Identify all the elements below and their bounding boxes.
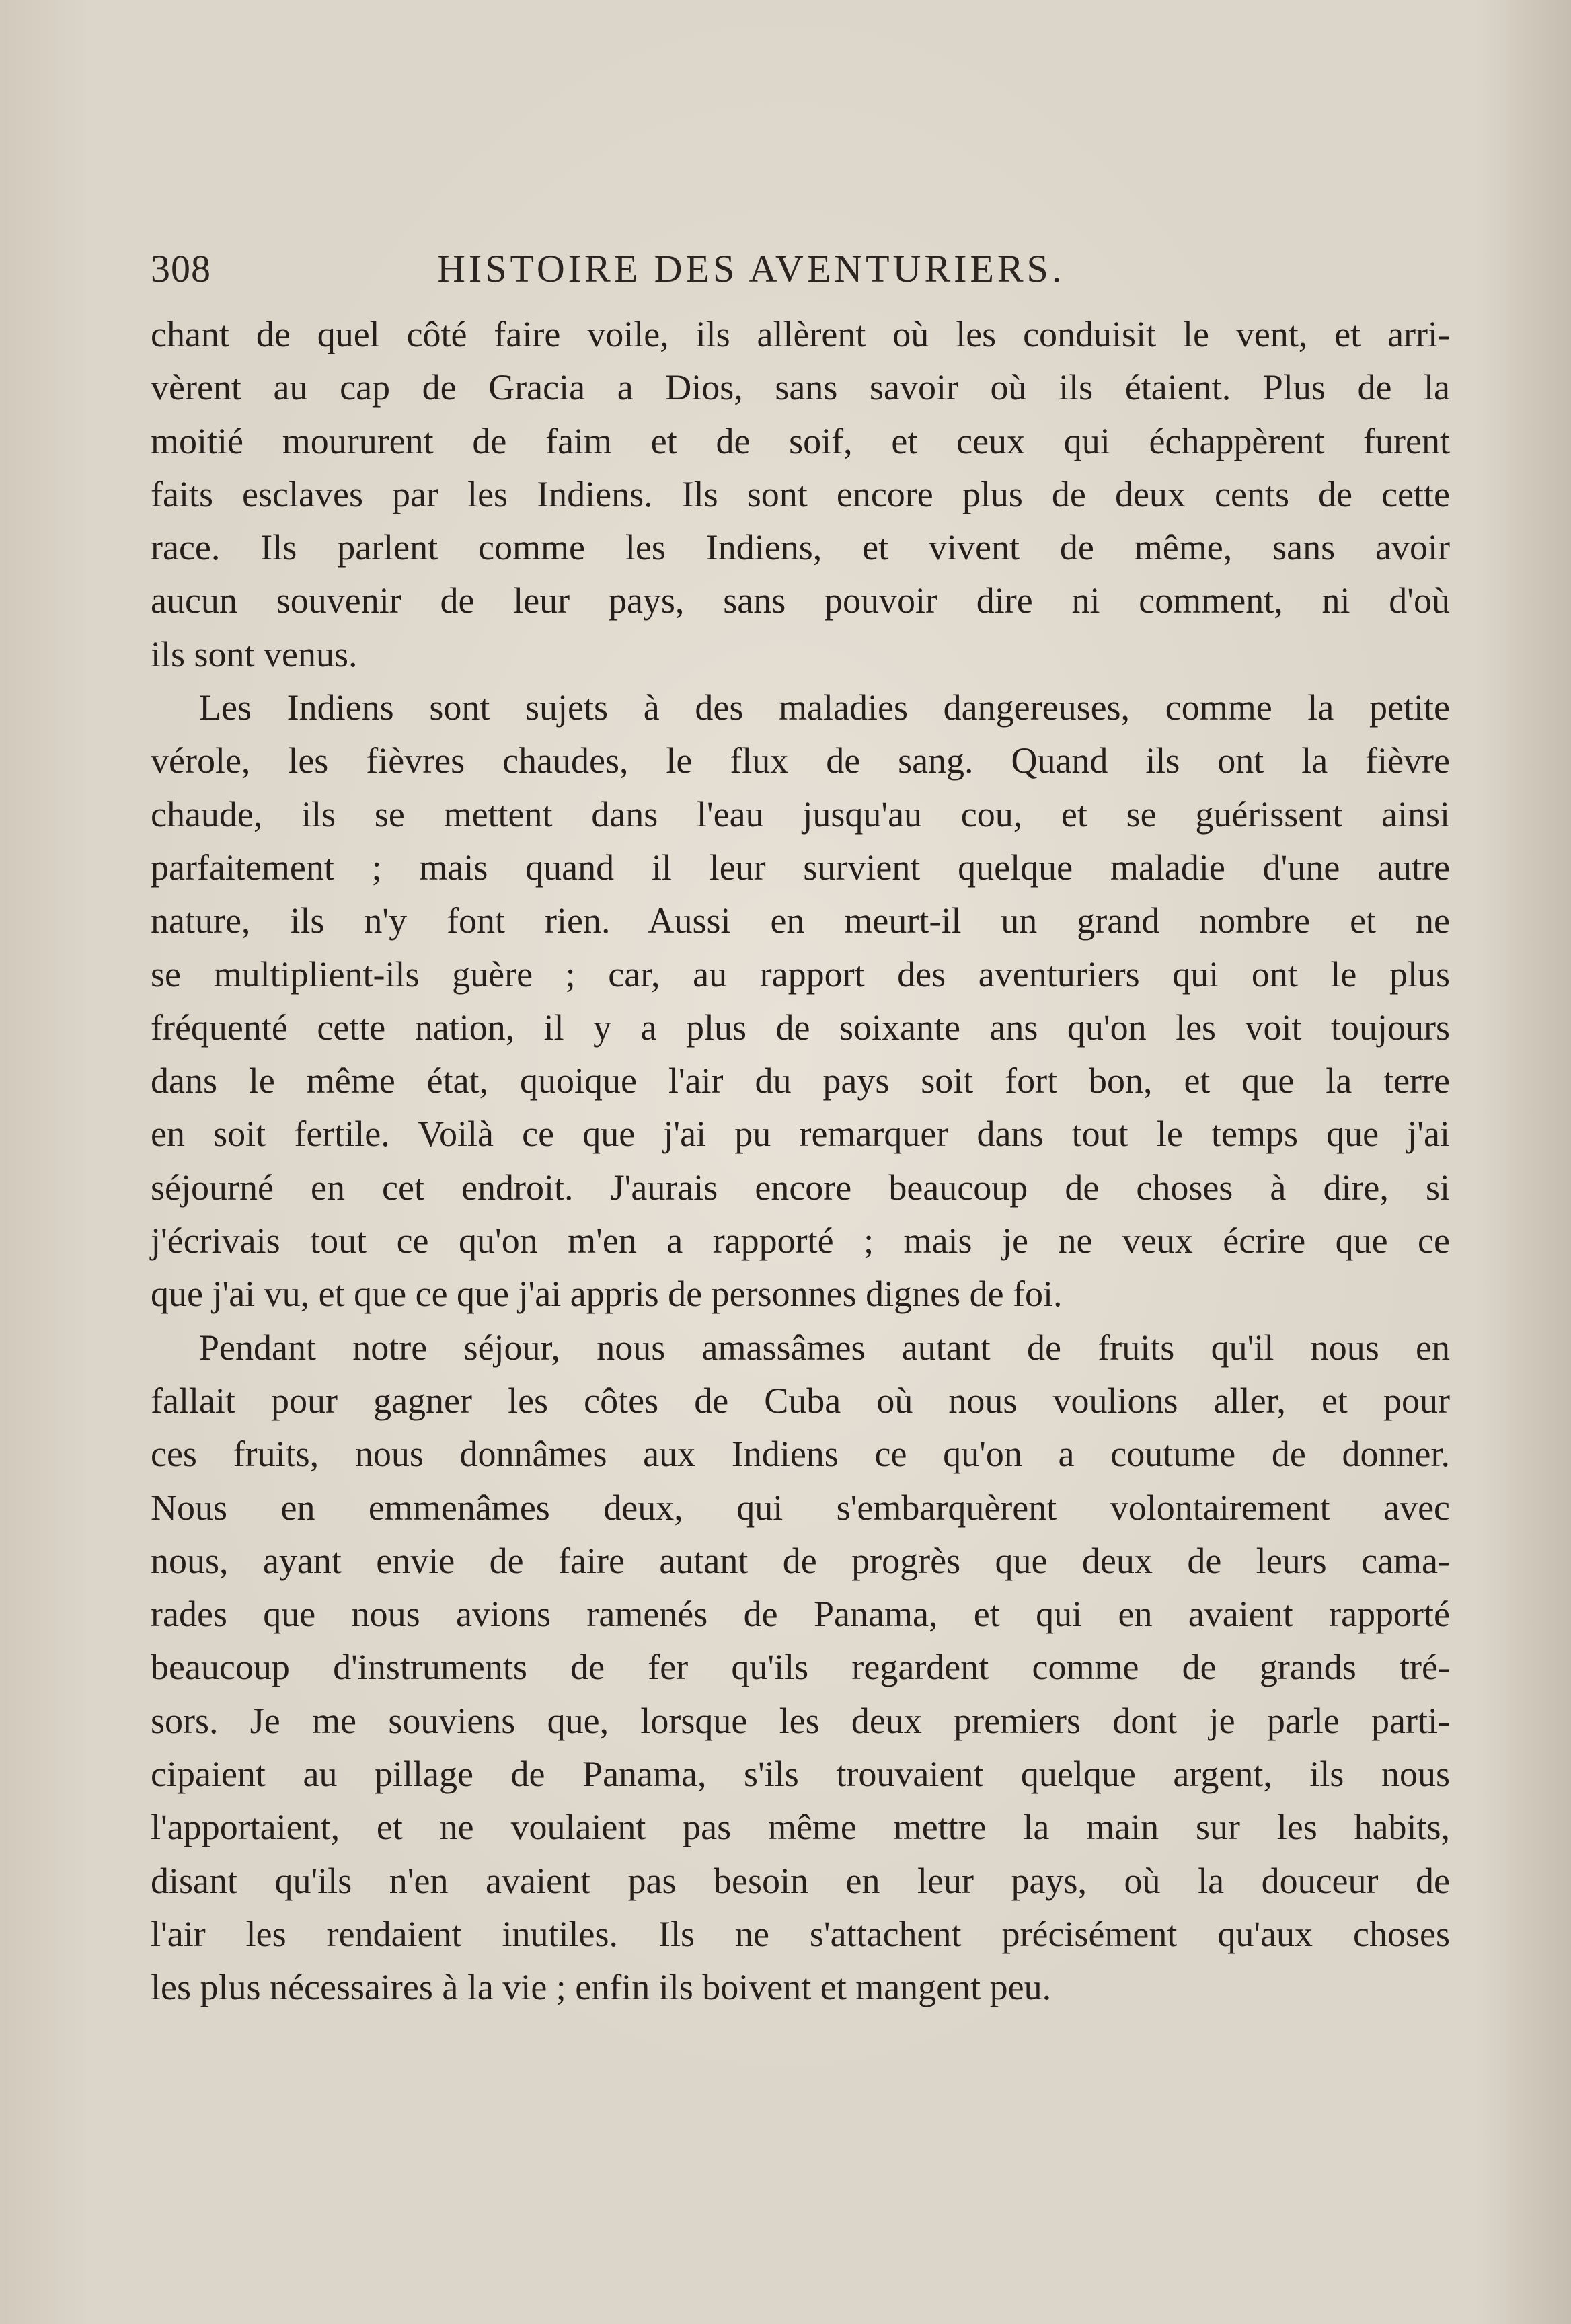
paragraph-3 xyxy=(151,1321,1450,2015)
text-line: disant qu'ils n'en avaient pas besoin en leur pays, où la douceur de xyxy=(151,1860,1450,1901)
text-line: Les Indiens sont sujets à des maladies dangereuses, comme la petite xyxy=(199,687,1450,728)
text-line: se multiplient-ils guère ; car, au rapport des aventuriers qui ont le plus xyxy=(151,954,1450,995)
text-line: vérole, les fièvres chaudes, le flux de sang. Quand ils ont la fièvre xyxy=(151,740,1450,781)
paragraph-1 xyxy=(151,308,1450,681)
text-line: chaude, ils se mettent dans l'eau jusqu'au cou, et se guérissent ainsi xyxy=(151,793,1450,835)
text-line: vèrent au cap de Gracia a Dios, sans savoir où ils étaient. Plus de la xyxy=(151,367,1450,408)
text-line: faits esclaves par les Indiens. Ils sont encore plus de deux cents de cette xyxy=(151,473,1450,514)
text-line: ces fruits, nous donnâmes aux Indiens ce qu'on a coutume de donner. xyxy=(151,1434,1450,1475)
text-line: sors. Je me souviens que, lorsque les deux premiers dont je parle parti- xyxy=(151,1700,1450,1741)
text-line: fréquenté cette nation, il y a plus de soixante ans qu'on les voit toujours xyxy=(151,1007,1450,1048)
text-line: les plus nécessaires à la vie ; enfin ils boivent et mangent peu. xyxy=(151,1967,1052,2008)
page-number: 308 xyxy=(151,247,211,290)
text-line: nous, ayant envie de faire autant de progrès que deux de leurs cama- xyxy=(151,1540,1450,1581)
text-line: que j'ai vu, et que ce que j'ai appris de personnes dignes de foi. xyxy=(151,1274,1063,1315)
text-line: rades que nous avions ramenés de Panama, et qui en avaient rapporté xyxy=(151,1594,1450,1635)
text-line: Pendant notre séjour, nous amassâmes autant de fruits qu'il nous en xyxy=(199,1327,1450,1368)
text-line: parfaitement ; mais quand il leur survient quelque maladie d'une autre xyxy=(151,847,1450,888)
text-line: dans le même état, quoique l'air du pays soit fort bon, et que la terre xyxy=(151,1060,1450,1101)
text-line: fallait pour gagner les côtes de Cuba où nous voulions aller, et pour xyxy=(151,1380,1450,1421)
text-line: moitié moururent de faim et de soif, et ceux qui échappèrent furent xyxy=(151,420,1450,461)
text-line: chant de quel côté faire voile, ils allèrent où les conduisit le vent, et arri- xyxy=(151,314,1450,354)
text-line: ils sont venus. xyxy=(151,633,358,674)
text-line: race. Ils parlent comme les Indiens, et vivent de même, sans avoir xyxy=(151,527,1450,568)
text-line: j'écrivais tout ce qu'on m'en a rapporté ; mais je ne veux écrire que ce xyxy=(151,1221,1450,1262)
text-line: nature, ils n'y font rien. Aussi en meurt-il un grand nombre et ne xyxy=(151,900,1450,941)
text-line: cipaient au pillage de Panama, s'ils trouvaient quelque argent, ils nous xyxy=(151,1754,1450,1795)
text-line: l'apportaient, et ne voulaient pas même mettre la main sur les habits, xyxy=(151,1807,1450,1848)
text-line: aucun souvenir de leur pays, sans pouvoir dire ni comment, ni d'où xyxy=(151,580,1450,621)
text-line: séjourné en cet endroit. J'aurais encore beaucoup de choses à dire, si xyxy=(151,1167,1450,1208)
running-head xyxy=(151,242,1173,296)
text-line: Nous en emmenâmes deux, qui s'embarquèrent volontairement avec xyxy=(151,1487,1450,1528)
running-title: HISTOIRE DES AVENTURIERS. xyxy=(437,247,1065,290)
text-line: l'air les rendaient inutiles. Ils ne s'attachent précisément qu'aux choses xyxy=(151,1913,1450,1954)
paragraph-2 xyxy=(151,681,1450,1321)
body-text xyxy=(151,308,1450,2015)
text-line: en soit fertile. Voilà ce que j'ai pu remarquer dans tout le temps que j'ai xyxy=(151,1114,1450,1155)
text-line: beaucoup d'instruments de fer qu'ils regardent comme de grands tré- xyxy=(151,1647,1450,1688)
